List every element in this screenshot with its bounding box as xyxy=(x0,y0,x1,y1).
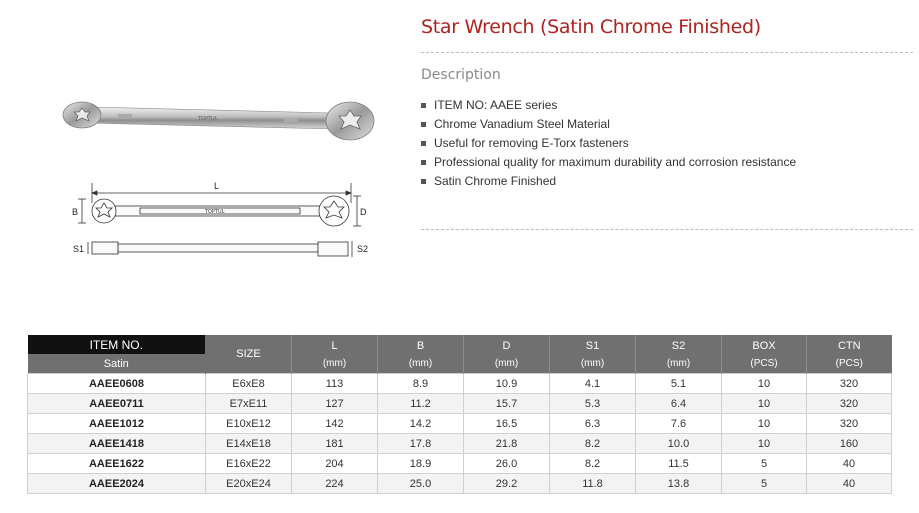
s2-dim-cell: 11.5 xyxy=(636,454,722,474)
table-row xyxy=(28,394,892,414)
s1-dim-cell: 6.3 xyxy=(550,414,636,434)
s2-dim-cell: 13.8 xyxy=(636,474,722,494)
size-cell: E20xE24 xyxy=(206,474,292,494)
b-dim-cell: 8.9 xyxy=(378,374,464,394)
box-qty-cell: 10 xyxy=(722,394,807,414)
brand-mark: TOPTUL xyxy=(198,116,218,122)
divider xyxy=(421,229,913,230)
feature-item: ITEM NO: AAEE series xyxy=(421,96,796,115)
item-code-cell: AAEE1012 xyxy=(28,414,206,434)
feature-item: Professional quality for maximum durability and corrosion resistance xyxy=(421,153,796,172)
table-row xyxy=(28,374,892,394)
label-l: L xyxy=(214,181,220,191)
ctn-qty-cell: 40 xyxy=(807,474,892,494)
feature-item: Satin Chrome Finished xyxy=(421,172,796,191)
item-code-cell: AAEE2024 xyxy=(28,474,206,494)
ctn-qty-cell: 40 xyxy=(807,454,892,474)
length-cell: 113 xyxy=(292,374,378,394)
description-heading: Description xyxy=(421,67,501,83)
d-dim-cell: 15.7 xyxy=(464,394,550,414)
col-header-s2: S2 (mm) xyxy=(636,335,722,374)
d-dim-cell: 29.2 xyxy=(464,474,550,494)
ctn-qty-cell: 160 xyxy=(807,434,892,454)
box-qty-cell: 5 xyxy=(722,454,807,474)
col-header-s1: S1 (mm) xyxy=(550,335,636,374)
size-cell: E14xE18 xyxy=(206,434,292,454)
item-code-cell: AAEE0711 xyxy=(28,394,206,414)
box-qty-cell: 10 xyxy=(722,374,807,394)
size-cell: E6xE8 xyxy=(206,374,292,394)
table-row xyxy=(28,474,892,494)
box-qty-cell: 10 xyxy=(722,434,807,454)
item-code-cell: AAEE0608 xyxy=(28,374,206,394)
s1-dim-cell: 4.1 xyxy=(550,374,636,394)
item-code-cell: AAEE1418 xyxy=(28,434,206,454)
s1-dim-cell: 8.2 xyxy=(550,434,636,454)
table-row xyxy=(28,434,892,454)
ctn-qty-cell: 320 xyxy=(807,394,892,414)
feature-list xyxy=(421,96,796,191)
feature-item: Useful for removing E-Torx fasteners xyxy=(421,134,796,153)
d-dim-cell: 26.0 xyxy=(464,454,550,474)
label-s2: S2 xyxy=(357,244,369,254)
col-header-b: B (mm) xyxy=(378,335,464,374)
s2-dim-cell: 6.4 xyxy=(636,394,722,414)
label-s1: S1 xyxy=(73,244,85,254)
brand-mark: TOPTUL xyxy=(205,209,225,215)
length-cell: 224 xyxy=(292,474,378,494)
col-header-box: BOX (PCS) xyxy=(722,335,807,374)
label-d: D xyxy=(360,207,367,217)
s2-dim-cell: 10.0 xyxy=(636,434,722,454)
product-title: Star Wrench (Satin Chrome Finished) xyxy=(421,16,761,38)
length-cell: 181 xyxy=(292,434,378,454)
s1-dim-cell: 11.8 xyxy=(550,474,636,494)
item-code-cell: AAEE1622 xyxy=(28,454,206,474)
length-cell: 127 xyxy=(292,394,378,414)
dimension-drawing xyxy=(70,175,380,270)
size-cell: E16xE22 xyxy=(206,454,292,474)
b-dim-cell: 18.9 xyxy=(378,454,464,474)
item-no-header: ITEM NO. xyxy=(28,335,206,354)
d-dim-cell: 16.5 xyxy=(464,414,550,434)
table-row xyxy=(28,454,892,474)
length-cell: 204 xyxy=(292,454,378,474)
box-qty-cell: 10 xyxy=(722,414,807,434)
size-cell: E7xE11 xyxy=(206,394,292,414)
size-header: SIZE xyxy=(206,335,292,374)
feature-item: Chrome Vanadium Steel Material xyxy=(421,115,796,134)
s2-dim-cell: 5.1 xyxy=(636,374,722,394)
spec-table xyxy=(27,335,892,494)
item-finish-header: Satin xyxy=(28,354,206,374)
col-header-d: D (mm) xyxy=(464,335,550,374)
s2-dim-cell: 7.6 xyxy=(636,414,722,434)
b-dim-cell: 17.8 xyxy=(378,434,464,454)
s1-dim-cell: 5.3 xyxy=(550,394,636,414)
size-cell: E10xE12 xyxy=(206,414,292,434)
box-qty-cell: 5 xyxy=(722,474,807,494)
col-header-ctn: CTN (PCS) xyxy=(807,335,892,374)
d-dim-cell: 21.8 xyxy=(464,434,550,454)
table-row xyxy=(28,414,892,434)
b-dim-cell: 11.2 xyxy=(378,394,464,414)
b-dim-cell: 14.2 xyxy=(378,414,464,434)
label-b: B xyxy=(72,207,79,217)
b-dim-cell: 25.0 xyxy=(378,474,464,494)
wrench-photo xyxy=(58,95,378,145)
ctn-qty-cell: 320 xyxy=(807,414,892,434)
s1-dim-cell: 8.2 xyxy=(550,454,636,474)
length-cell: 142 xyxy=(292,414,378,434)
ctn-qty-cell: 320 xyxy=(807,374,892,394)
d-dim-cell: 10.9 xyxy=(464,374,550,394)
divider xyxy=(421,52,913,53)
col-header-l: L (mm) xyxy=(292,335,378,374)
